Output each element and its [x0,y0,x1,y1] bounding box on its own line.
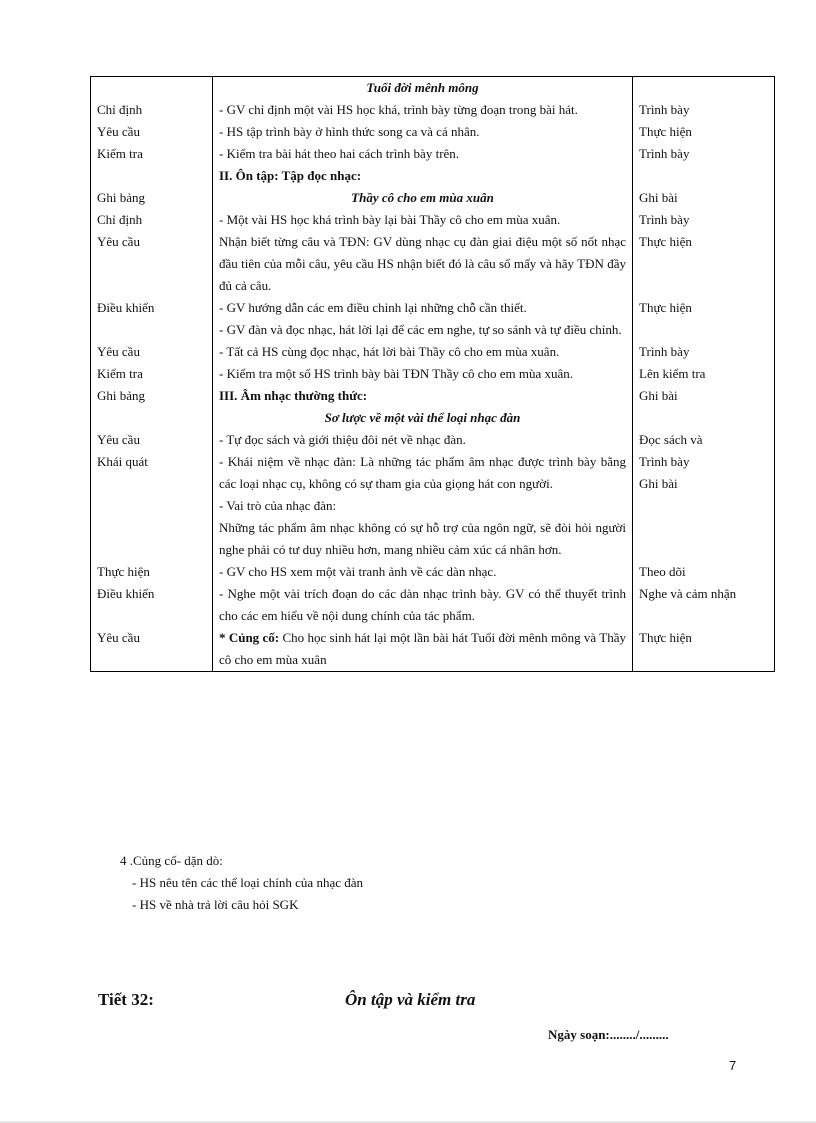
table-row [91,297,775,341]
content-paragraph: - GV đàn và đọc nhạc, hát lời lại để các em nghe, tự so sánh và tự điều chỉnh. [219,322,622,337]
content-cell [213,583,633,627]
consolidation-item: - HS về nhà trả lời câu hỏi SGK [132,897,299,912]
cell-line: Thực hiện [639,234,692,249]
content-paragraph: Nhận biết từng câu và TĐN: GV dùng nhạc cụ đàn giai điệu một số nốt nhạc đầu tiên của mỗi câu, yêu cầu HS nhận biết đó là câu số mấy và hãy TĐN đầy đủ cả câu. [219,234,626,293]
content-cell [213,407,633,429]
content-paragraph: Thầy cô cho em mùa xuân [351,190,494,205]
activity-cell [91,407,213,429]
content-cell [213,187,633,209]
content-cell [213,627,633,672]
activity-cell: Yêu cầu [91,341,213,363]
content-paragraph: Tuổi đời mênh mông [366,80,479,95]
student-activity-cell [633,143,775,165]
content-cell [213,561,633,583]
activity-cell: Ghi bảng [91,385,213,407]
content-paragraph: Sơ lược về một vài thể loại nhạc đàn [324,410,521,425]
table-row [91,77,775,100]
consolidation-item: - HS nêu tên các thể loại chính của nhạc đàn [132,875,364,890]
content-cell [213,77,633,100]
content-cell [213,209,633,231]
cell-line: Trình bày [639,344,690,359]
content-paragraph: - GV hướng dẫn các em điều chỉnh lại những chỗ cần thiết. [219,300,527,315]
student-activity-cell [633,187,775,209]
student-activity-cell [633,627,775,672]
activity-cell: Thực hiện [91,561,213,583]
content-cell [213,231,633,297]
table-row [91,209,775,231]
student-activity-cell [633,451,775,561]
content-cell [213,121,633,143]
student-activity-cell [633,231,775,297]
content-paragraph: - GV chỉ định một vài HS học khá, trình bày từng đoạn trong bài hát. [219,102,578,117]
content-paragraph: - HS tập trình bày ở hình thức song ca và cá nhân. [219,124,480,139]
content-cell [213,341,633,363]
content-cell [213,385,633,407]
activity-cell: Chỉ định [91,99,213,121]
student-activity-cell [633,583,775,627]
paragraph-text: Cho học sinh hát lại một lần bài hát Tuổi đời mênh mông và Thầy cô cho em mùa xuân [219,630,626,667]
table-row [91,187,775,209]
student-activity-cell [633,407,775,429]
activity-cell [91,165,213,187]
bold-prefix: * Củng cố: [219,630,280,645]
lesson-plan-rows [91,77,775,672]
cell-line: Trình bày [639,454,690,469]
activity-cell: Yêu cầu [91,231,213,297]
consolidation-heading: 4 .Củng cố- dặn dò: [120,853,223,868]
activity-cell: Chỉ định [91,209,213,231]
cell-line: Trình bày [639,212,690,227]
student-activity-cell [633,341,775,363]
cell-line: Ghi bài [639,476,678,491]
content-paragraph: II. Ôn tập: Tập đọc nhạc: [219,168,362,183]
activity-cell: Điều khiển [91,583,213,627]
activity-cell: Ghi bảng [91,187,213,209]
cell-line: Nghe và cảm nhận [639,586,737,601]
content-cell [213,297,633,341]
table-row [91,363,775,385]
content-paragraph [219,627,626,671]
cell-line: Đọc sách và [639,432,703,447]
content-paragraph: - Tự đọc sách và giới thiệu đôi nét về nhạc đàn. [219,432,466,447]
date-line: Ngày soạn:......../......... [548,1027,669,1042]
content-paragraph: Những tác phẩm âm nhạc không có sự hỗ trợ của ngôn ngữ, sẽ đòi hỏi người nghe phải có tư duy nhiều hơn, mang nhiều cảm xúc cá nhân hơn. [219,520,626,557]
content-cell [213,451,633,561]
cell-line: Ghi bài [639,190,678,205]
activity-cell: Yêu cầu [91,121,213,143]
student-activity-cell [633,209,775,231]
cell-line: Trình bày [639,146,690,161]
activity-cell: Kiểm tra [91,143,213,165]
table-row [91,121,775,143]
content-cell [213,99,633,121]
table-row [91,341,775,363]
lesson-plan-table [90,76,775,672]
table-row [91,561,775,583]
activity-cell [91,77,213,100]
content-cell [213,165,633,187]
student-activity-cell [633,297,775,341]
cell-line: Lên kiểm tra [639,366,706,381]
table-row [91,429,775,451]
activity-cell: Điều khiển [91,297,213,341]
table-row [91,407,775,429]
table-row [91,385,775,407]
student-activity-cell [633,385,775,407]
student-activity-cell [633,363,775,385]
cell-line: Thực hiện [639,124,692,139]
table-row [91,231,775,297]
table-row [91,99,775,121]
table-row [91,627,775,672]
content-cell [213,143,633,165]
student-activity-cell [633,77,775,100]
activity-cell: Kiểm tra [91,363,213,385]
next-lesson-label: Tiết 32: [98,990,154,1009]
content-paragraph: - Tất cả HS cùng đọc nhạc, hát lời bài Thầy cô cho em mùa xuân. [219,344,560,359]
content-paragraph: - Khái niệm về nhạc đàn: Là những tác phẩm âm nhạc được trình bày bằng các loại nhạc cụ, không có sự tham gia của giọng hát con người. [219,454,626,491]
cell-line: Trình bày [639,102,690,117]
page-number: 7 [729,1058,737,1073]
student-activity-cell [633,99,775,121]
content-paragraph: III. Âm nhạc thường thức: [219,388,368,403]
content-cell [213,363,633,385]
consolidation-section [120,850,363,916]
content-paragraph: - GV cho HS xem một vài tranh ảnh về các dàn nhạc. [219,564,497,579]
content-paragraph: - Kiểm tra một số HS trình bày bài TĐN Thầy cô cho em mùa xuân. [219,366,574,381]
cell-line: Thực hiện [639,300,692,315]
next-lesson-title: Ôn tập và kiểm tra [345,990,476,1009]
content-paragraph: - Nghe một vài trích đoạn do các dàn nhạc trình bày. GV có thể thuyết trình cho các em hiểu về nội dung chính của tác phẩm. [219,586,626,623]
table-row [91,165,775,187]
student-activity-cell [633,121,775,143]
content-paragraph: - Một vài HS học khá trình bày lại bài Thầy cô cho em mùa xuân. [219,212,561,227]
student-activity-cell [633,561,775,583]
content-cell [213,429,633,451]
content-paragraph: - Kiểm tra bài hát theo hai cách trình bày trên. [219,146,460,161]
table-row [91,143,775,165]
table-row [91,451,775,561]
cell-line: Theo dõi [639,564,686,579]
cell-line: Thực hiện [639,630,692,645]
cell-line: Ghi bài [639,388,678,403]
student-activity-cell [633,429,775,451]
activity-cell: Yêu cầu [91,429,213,451]
student-activity-cell [633,165,775,187]
content-paragraph: - Vai trò của nhạc đàn: [219,498,337,513]
table-row [91,583,775,627]
activity-cell: Yêu cầu [91,627,213,672]
activity-cell: Khái quát [91,451,213,561]
